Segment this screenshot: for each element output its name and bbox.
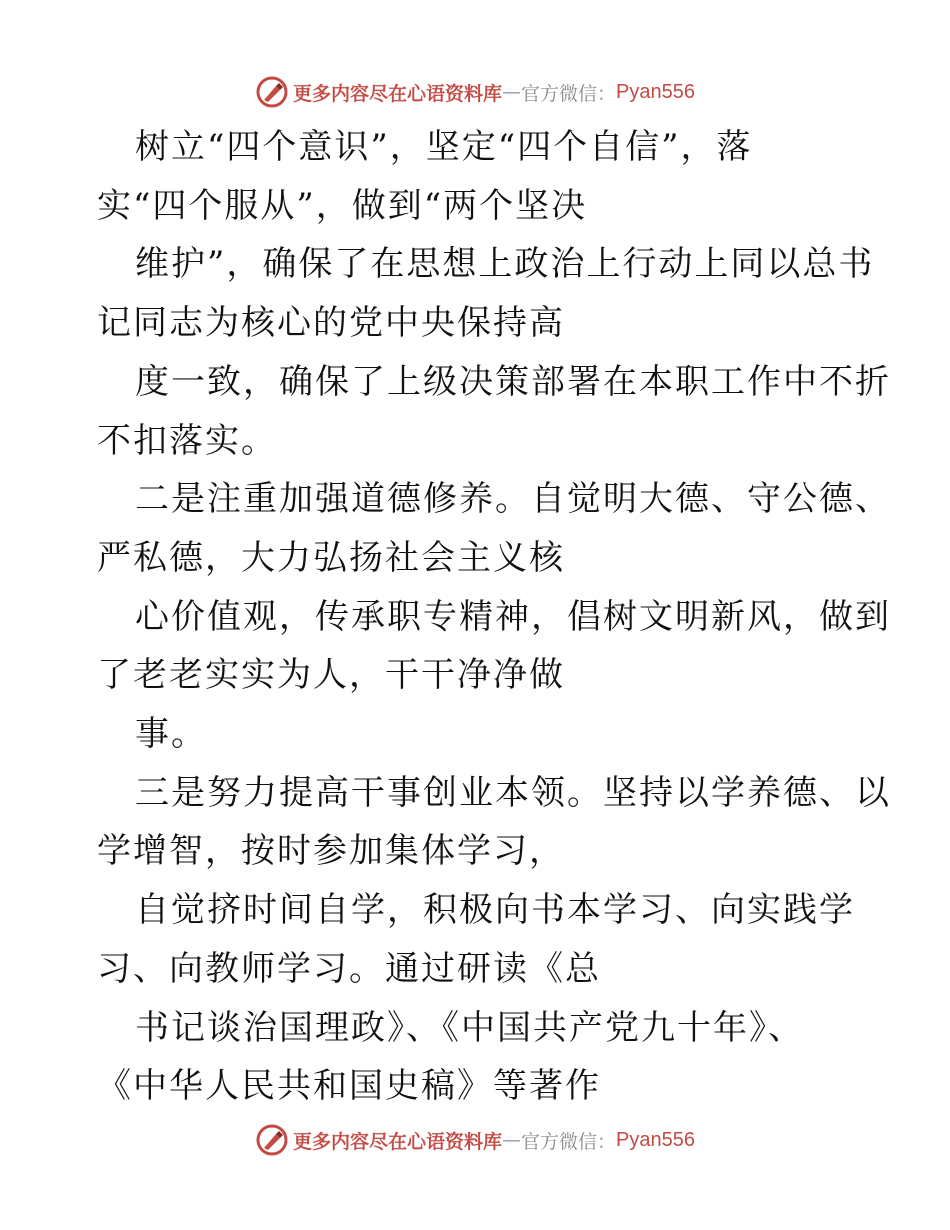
header-watermark (0, 72, 950, 112)
text-line: 书记谈治国理政》、《中国共产党九十年》、 (135, 1007, 804, 1048)
text-line: 实“四个服从”，做到“两个坚决 (97, 185, 588, 226)
text-line: 习、向教师学习。通过研读《总 (97, 948, 601, 989)
text-line: 三是努力提高干事创业本领。坚持以学养德、以 (135, 772, 891, 813)
text-line: 维护”，确保了在思想上政治上行动上同以总书 (135, 244, 875, 285)
text-line: 度一致，确保了上级决策部署在本职工作中不折 (135, 361, 891, 402)
pen-logo-icon (255, 1123, 289, 1157)
watermark-main-text: 更多内容尽在心语资料库 (293, 82, 503, 105)
footer-watermark (0, 1120, 950, 1160)
text-line: 学增智，按时参加集体学习， (97, 831, 565, 872)
document-body (97, 118, 891, 1116)
watermark-main-text: 更多内容尽在心语资料库 (293, 1130, 503, 1153)
text-line: 记同志为核心的党中央保持高 (97, 303, 565, 344)
text-line: 了老老实实为人，干干净净做 (97, 655, 565, 696)
text-line: 自觉挤时间自学，积极向书本学习、向实践学 (135, 890, 855, 931)
text-line: 心价值观，传承职专精神，倡树文明新风，做到 (135, 596, 891, 637)
watermark-dash: — (502, 81, 522, 103)
watermark-wechat-id: Pyan556 (616, 80, 695, 103)
text-line: 《中华人民共和国史稿》等著作 (97, 1066, 601, 1107)
watermark-wechat-label: 官方微信： (521, 1130, 617, 1153)
text-line: 严私德，大力弘扬社会主义核 (97, 537, 565, 578)
watermark-dash: — (502, 1129, 522, 1151)
pen-logo-icon (255, 75, 289, 109)
text-line: 事。 (135, 714, 207, 755)
watermark-wechat-id: Pyan556 (616, 1128, 695, 1151)
text-line: 二是注重加强道德修养。自觉明大德、守公德、 (135, 479, 891, 520)
text-line: 不扣落实。 (97, 420, 277, 461)
text-line: 树立“四个意识”，坚定“四个自信”，落 (135, 127, 753, 167)
watermark-wechat-label: 官方微信： (521, 82, 617, 105)
